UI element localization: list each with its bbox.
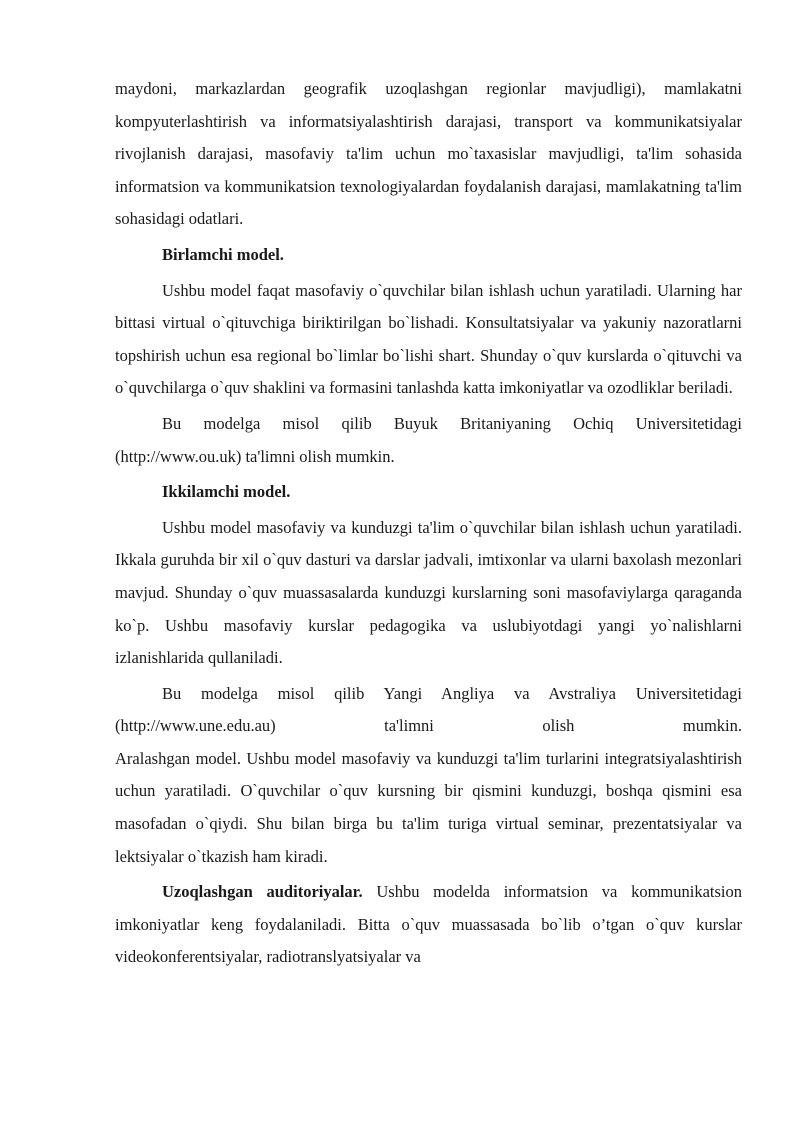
paragraph-aralashgan-model: Aralashgan model. Ushbu model masofaviy va kunduzgi ta'lim turlarini integratsiyalashtirish uchun yaratiladi. O`quvchilar o`quv kursning bir qismini kunduzgi, boshqa qismini esa masofadan o`qiydi. Shu bilan birga bu ta'lim turiga virtual seminar, prezentatsiyalar va lektsiyalar o`tkazish ham kiradi. (115, 748, 742, 866)
heading-ikkilamchi-model: Ikkilamchi model. (162, 482, 291, 502)
paragraph-ikkilamchi-description: Ushbu model masofaviy va kunduzgi ta'lim o`quvchilar bilan ishlash uchun yaratiladi. Ikkala guruhda bir xil o`quv dasturi va darslar jadvali, imtixonlar va ularni baxolash mezonlari mavjud. Shunday o`quv muassasalarda kunduzgi kurslarning soni masofaviylarga qaraganda ko`p. Ushbu masofaviy kurslar pedagogika va uslubiyotdagi yangi yo`nalishlarni izlanishlarida qullaniladi. (115, 517, 742, 668)
document-body (115, 73, 742, 977)
paragraph-ikkilamchi-example: Bu modelga misol qilib Yangi Angliya va Avstraliya Universitetidagi (http://www.une.edu.au) ta'limni olish mumkin. (115, 683, 742, 736)
paragraph-birlamchi-example: Bu modelga misol qilib Buyuk Britaniyaning Ochiq Universitetidagi (http://www.ou.uk) ta'limni olish mumkin. (115, 413, 742, 466)
inline-heading-uzoqlashgan: Uzoqlashgan auditoriyalar. (162, 882, 363, 902)
paragraph-uzoqlashgan-text: Ushbu modelda informatsion va kommunikatsion imkoniyatlar keng foydalaniladi. Bitta o`quv muassasada bo`lib o’tgan o`quv kurslar videokonferentsiyalar, radiotranslyatsiyalar va (115, 882, 742, 967)
paragraph-uzoqlashgan-auditoriyalar (115, 876, 742, 974)
paragraph-birlamchi-description: Ushbu model faqat masofaviy o`quvchilar bilan ishlash uchun yaratiladi. Ularning har bittasi virtual o`qituvchiga biriktirilgan bo`lishadi. Konsultatsiyalar va yakuniy nazoratlarni topshirish uchun esa regional bo`limlar bo`lishi shart. Shunday o`quv kurslarda o`qituvchi va o`quvchilarga o`quv shaklini va formasini tanlashda katta imkoniyatlar va ozodliklar beriladi. (115, 280, 742, 398)
heading-birlamchi-model: Birlamchi model. (162, 244, 284, 264)
paragraph-continuation: maydoni, markazlardan geografik uzoqlashgan regionlar mavjudligi), mamlakatni kompyuterlashtirish va informatsiyalashtirish darajasi, transport va kommunikatsiyalar rivojlanish darajasi, masofaviy ta'lim uchun mo`taxasislar mavjudligi, ta'lim sohasida informatsion va kommunikatsion texnologiyalardan foydalanish darajasi, mamlakatning ta'lim sohasidagi odatlari. (115, 79, 742, 229)
